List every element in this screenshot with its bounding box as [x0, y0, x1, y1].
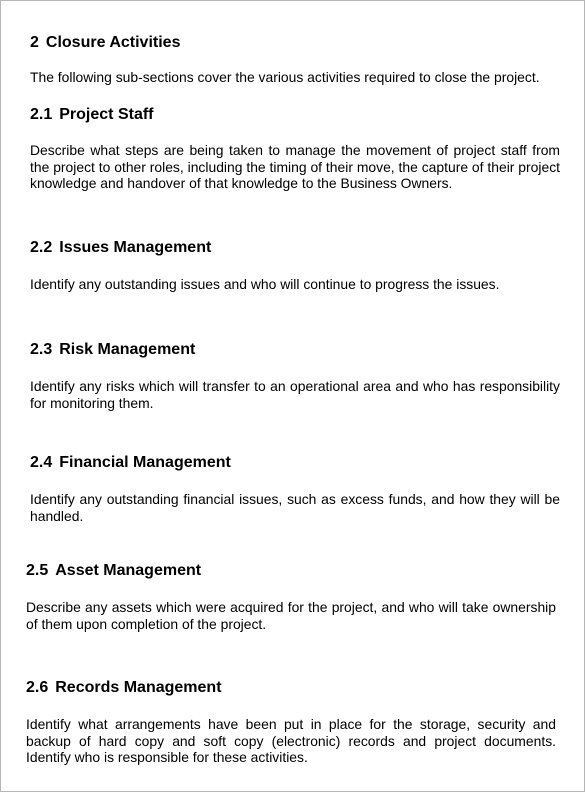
- section-number: 2.5: [26, 562, 49, 579]
- section-heading-2-4: [30, 453, 231, 473]
- section-title: Asset Management: [55, 562, 202, 579]
- section-heading-2-6: [26, 678, 222, 698]
- section-paragraph-2-6: Identify what arrangements have been put in place for the storage, security and backup of hard copy and soft copy (electronic) records and project documents. Identify who is responsible for these activities.: [26, 716, 556, 765]
- section-heading-2-5: [26, 561, 201, 581]
- section-title: Closure Activities: [45, 34, 181, 51]
- section-paragraph-2-5: Describe any assets which were acquired for the project, and who will take ownership of them upon completion of the project.: [26, 599, 556, 632]
- section-number: 2.2: [30, 239, 53, 256]
- section-title: Records Management: [55, 679, 222, 696]
- section-heading-2: [30, 33, 180, 53]
- section-number: 2.4: [30, 454, 53, 471]
- section-number: 2.6: [26, 679, 49, 696]
- section-number: 2.3: [30, 341, 53, 358]
- section-heading-2-1: [30, 105, 154, 125]
- section-title: Issues Management: [59, 239, 212, 256]
- section-title: Financial Management: [59, 454, 231, 471]
- section-paragraph-2-1: Describe what steps are being taken to manage the movement of project staff from the project to other roles, including the timing of their move, the capture of their project knowledge and handover of that knowledge to the Business Owners.: [30, 142, 560, 191]
- section-paragraph-2-4: Identify any outstanding financial issues, such as excess funds, and how they will be handled.: [30, 491, 560, 524]
- section-paragraph-2-2: Identify any outstanding issues and who will continue to progress the issues.: [30, 276, 500, 292]
- section-paragraph-2: The following sub-sections cover the various activities required to close the project.: [30, 69, 540, 85]
- section-number: 2.1: [30, 106, 53, 123]
- section-number: 2: [30, 34, 39, 51]
- section-heading-2-3: [30, 340, 195, 360]
- section-heading-2-2: [30, 238, 211, 258]
- section-paragraph-2-3: Identify any risks which will transfer to an operational area and who has responsibility for monitoring them.: [30, 378, 560, 411]
- section-title: Project Staff: [59, 106, 154, 123]
- section-title: Risk Management: [59, 341, 196, 358]
